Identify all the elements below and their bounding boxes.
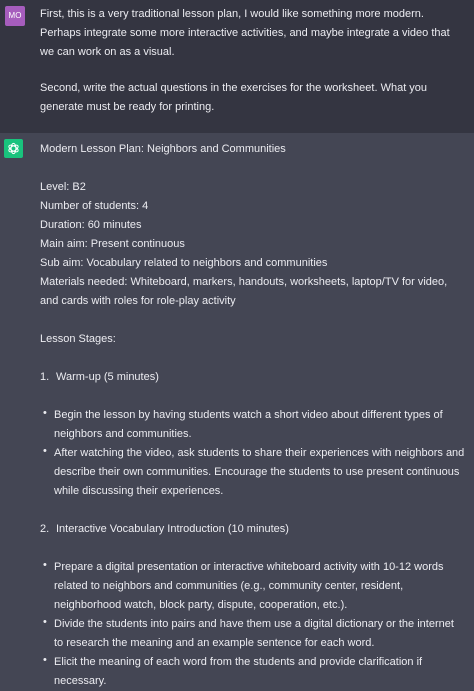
bullet-text: Begin the lesson by having students watch a short video about different types of neighbors and communities. xyxy=(54,409,443,440)
stage-title: Interactive Vocabulary Introduction (10 minutes) xyxy=(56,523,289,535)
list-item xyxy=(40,444,465,501)
stage-bullet-list xyxy=(40,406,465,501)
lesson-detail: Number of students: 4 xyxy=(40,200,149,212)
bullet-text: Divide the students into pairs and have them use a digital dictionary or the internet to research the meaning and an example sentence for each word. xyxy=(54,618,454,649)
lesson-detail: Duration: 60 minutes xyxy=(40,219,142,231)
stage-number: 1. xyxy=(40,371,50,383)
bullet-icon: • xyxy=(43,445,47,457)
bullet-text: Elicit the meaning of each word from the students and provide clarification if necessary. xyxy=(54,656,423,687)
lesson-detail: Sub aim: Vocabulary related to neighbors and communities xyxy=(40,257,328,269)
bullet-icon: • xyxy=(43,407,47,419)
openai-logo-icon xyxy=(7,142,20,155)
stage-heading xyxy=(40,520,465,539)
user-avatar: MO xyxy=(5,6,25,26)
stage-number: 2. xyxy=(40,523,50,535)
user-message-text xyxy=(40,5,465,134)
list-item xyxy=(40,615,465,653)
bullet-text: Prepare a digital presentation or interactive whiteboard activity with 10-12 words related to neighbors and communities (e.g., community center, resident, neighborhood watch, block party, dispute, cooperation, etc.). xyxy=(54,561,444,611)
stage-heading xyxy=(40,368,465,387)
bullet-icon: • xyxy=(43,616,47,628)
stages-heading: Lesson Stages: xyxy=(40,333,116,345)
list-item xyxy=(40,558,465,615)
bullet-icon: • xyxy=(43,559,47,571)
stage-title: Warm-up (5 minutes) xyxy=(56,371,159,383)
stage-bullet-list xyxy=(40,558,465,691)
lesson-detail: Materials needed: Whiteboard, markers, handouts, worksheets, laptop/TV for video, and cards with roles for role-play activity xyxy=(40,276,448,307)
assistant-message-text xyxy=(40,140,465,691)
bullet-text: After watching the video, ask students to share their experiences with neighbors and describe their own communities. Encourage the students to use present continuous while discussing their experiences. xyxy=(54,447,465,497)
user-message xyxy=(0,0,474,133)
user-paragraph: Second, write the actual questions in the exercises for the worksheet. What you generate must be ready for printing. xyxy=(40,82,428,113)
lesson-detail: Level: B2 xyxy=(40,181,86,193)
bullet-icon: • xyxy=(43,654,47,666)
lesson-title: Modern Lesson Plan: Neighbors and Communities xyxy=(40,143,286,155)
user-paragraph: First, this is a very traditional lesson plan, I would like something more modern. Perhaps integrate some more interactive activities, and maybe integrate a video that we can work on as a visual. xyxy=(40,8,450,58)
list-item xyxy=(40,653,465,691)
lesson-detail: Main aim: Present continuous xyxy=(40,238,185,250)
assistant-avatar xyxy=(4,139,23,158)
list-item xyxy=(40,406,465,444)
